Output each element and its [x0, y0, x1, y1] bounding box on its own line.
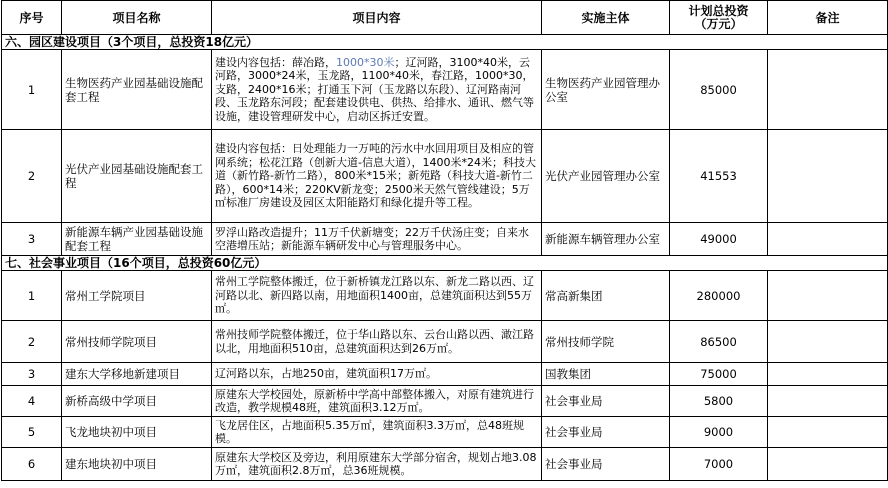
row-content: 辽河路以东，占地250亩，建筑面积17万㎡。 [212, 363, 542, 386]
row-name: 常州工学院项目 [62, 271, 212, 321]
row-content: 飞龙居住区，占地面积5.35万㎡，建筑面积3.3万㎡，总48班规模。 [212, 417, 542, 448]
row-entity: 常高新集团 [542, 271, 670, 321]
row-remark [768, 271, 888, 321]
table-row [2, 448, 888, 481]
section-title: 七、社会事业项目（16个项目，总投资60亿元） [2, 256, 888, 271]
row-content: 罗浮山路改造提升；11万千伏新塘变；22万千伏汤庄变；自来水空港增压站；新能源车辆研发中心与管理服务中心。 [212, 223, 542, 256]
header-row [2, 1, 888, 35]
section-header-row [2, 35, 888, 50]
row-name: 常州技师学院项目 [62, 321, 212, 363]
table-row [2, 417, 888, 448]
row-content: 建设内容包括：日处理能力一万吨的污水中水回用项目及相应的管网系统；松花江路（创新大道-信息大道），1400米*24米；科技大道（新竹路-新竹二路），800米*15米；新苑路（科技大道-新竹二路），600*14米；220KV新龙变；2500米天然气管线建设；5万㎡标准厂房建设及园区太阳能路灯和绿化提升等工程。 [212, 130, 542, 223]
row-seq: 5 [2, 417, 62, 448]
row-content-pre: 建设内容包括：薛冶路， [215, 55, 336, 69]
row-content: 原建东大学校园处，原新桥中学高中部整体搬入，对原有建筑进行改造，教学规模48班，建筑面积3.12万㎡。 [212, 386, 542, 417]
row-investment: 5800 [670, 386, 768, 417]
row-name: 新能源车辆产业园基础设施配套工程 [62, 223, 212, 256]
row-content: 常州工学院整体搬迁，位于新桥镇龙江路以东、新龙二路以西、辽河路以北、新四路以南，用地面积1400亩，总建筑面积达到55万㎡。 [212, 271, 542, 321]
row-investment: 280000 [670, 271, 768, 321]
row-content-post: ；辽河路，3100*40米，云河路，3000*24米，玉龙路，1100*40米，春江路，1000*30，支路，2400*16米；打通玉下河（玉龙路以东段）、辽河路南河段、玉龙路东河段；配套建设供电、供热、给排水、通讯、燃气等设施，建设管理研发中心，启动区拆迁安置。 [215, 55, 534, 123]
row-remark [768, 448, 888, 481]
row-content-accent: 1000*30米 [336, 55, 395, 69]
row-remark [768, 130, 888, 223]
row-entity: 国教集团 [542, 363, 670, 386]
header-investment [670, 1, 768, 35]
row-entity: 社会事业局 [542, 417, 670, 448]
section-title: 六、园区建设项目（3个项目，总投资18亿元） [2, 35, 888, 50]
row-name: 光伏产业园基础设施配套工程 [62, 130, 212, 223]
row-remark [768, 417, 888, 448]
row-entity: 新能源车辆管理办公室 [542, 223, 670, 256]
row-investment: 7000 [670, 448, 768, 481]
row-investment: 49000 [670, 223, 768, 256]
header-investment-line2: （万元） [694, 16, 743, 31]
row-seq: 1 [2, 271, 62, 321]
row-seq: 3 [2, 223, 62, 256]
section-header-row [2, 256, 888, 271]
row-entity: 常州技师学院 [542, 321, 670, 363]
row-name: 建东地块初中项目 [62, 448, 212, 481]
table-row [2, 363, 888, 386]
row-name: 建东大学移地新建项目 [62, 363, 212, 386]
row-seq: 3 [2, 363, 62, 386]
header-investment-line1: 计划总投资 [688, 3, 749, 18]
row-seq: 1 [2, 50, 62, 130]
row-seq: 6 [2, 448, 62, 481]
row-remark [768, 386, 888, 417]
row-name: 生物医药产业园基础设施配套工程 [62, 50, 212, 130]
header-remark: 备注 [768, 1, 888, 35]
row-entity: 生物医药产业园管理办公室 [542, 50, 670, 130]
row-investment: 41553 [670, 130, 768, 223]
row-entity: 光伏产业园管理办公室 [542, 130, 670, 223]
table-row [2, 130, 888, 223]
row-remark [768, 50, 888, 130]
header-seq: 序号 [2, 1, 62, 35]
header-name: 项目名称 [62, 1, 212, 35]
row-investment: 86500 [670, 321, 768, 363]
row-remark [768, 321, 888, 363]
row-seq: 2 [2, 130, 62, 223]
row-investment: 9000 [670, 417, 768, 448]
table-row [2, 386, 888, 417]
row-entity: 社会事业局 [542, 386, 670, 417]
row-name: 新桥高级中学项目 [62, 386, 212, 417]
row-remark [768, 363, 888, 386]
row-seq: 2 [2, 321, 62, 363]
row-content [212, 50, 542, 130]
table-row [2, 50, 888, 130]
row-content: 原建东大学校区及旁边，利用原建东大学部分宿舍，规划占地3.08万㎡，建筑面积2.8万㎡，总36班规模。 [212, 448, 542, 481]
row-investment: 85000 [670, 50, 768, 130]
row-name: 飞龙地块初中项目 [62, 417, 212, 448]
row-content: 常州技师学院整体搬迁，位于华山路以东、云台山路以西、澉江路以北，用地面积510亩，总建筑面积达到26万㎡。 [212, 321, 542, 363]
row-entity: 社会事业局 [542, 448, 670, 481]
row-investment: 75000 [670, 363, 768, 386]
investment-table [1, 0, 888, 481]
table-row [2, 271, 888, 321]
table-row [2, 321, 888, 363]
header-content: 项目内容 [212, 1, 542, 35]
header-entity: 实施主体 [542, 1, 670, 35]
table-row [2, 223, 888, 256]
row-remark [768, 223, 888, 256]
row-seq: 4 [2, 386, 62, 417]
